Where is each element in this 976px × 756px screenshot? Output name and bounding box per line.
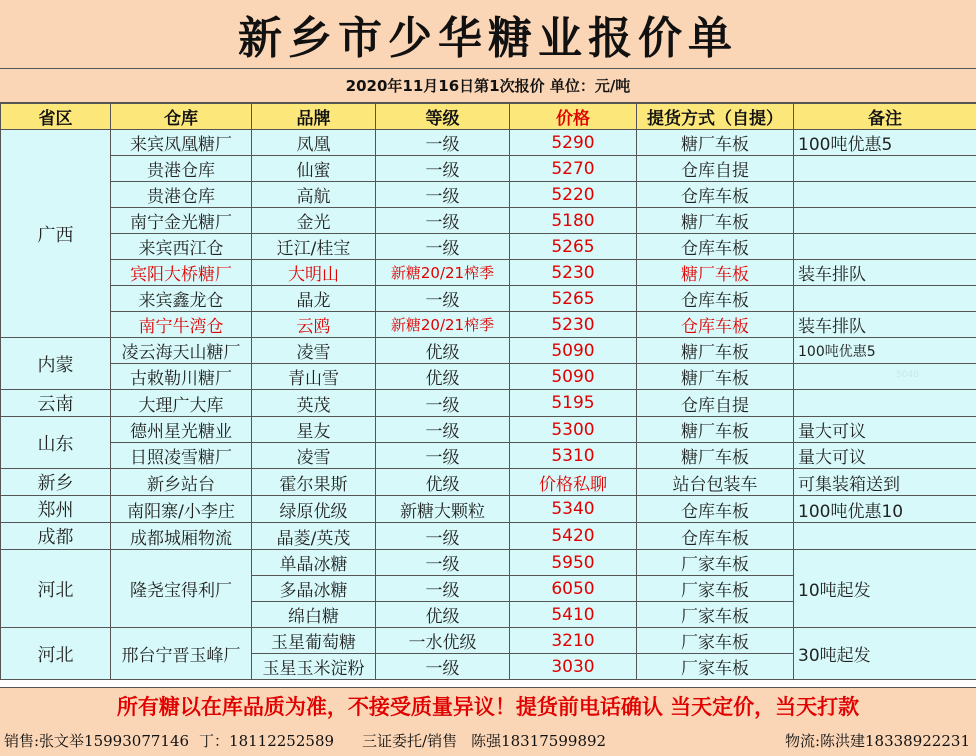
logistics-contact: 物流:陈洪建18338922231 <box>784 731 970 750</box>
grade-cell: 一级 <box>376 443 510 469</box>
table-row <box>1 182 976 208</box>
price-cell: 5230 <box>510 260 637 286</box>
warehouse-cell: 邢台宁晋玉峰厂 <box>111 628 252 680</box>
brand-cell: 英茂 <box>252 390 376 417</box>
terms-banner: 所有糖以在库品质为准，不接受质量异议！提货前电话确认 当天定价，当天打款 <box>0 687 976 725</box>
pickup-method-cell: 厂家车板 <box>637 628 794 654</box>
grade-cell: 一级 <box>376 130 510 156</box>
grade-cell: 一级 <box>376 550 510 576</box>
pickup-method-cell: 厂家车板 <box>637 654 794 680</box>
warehouse-cell: 大理广大库 <box>111 390 252 417</box>
price-cell: 5090 <box>510 364 637 390</box>
price-cell: 5340 <box>510 496 637 523</box>
brand-cell: 迁江/桂宝 <box>252 234 376 260</box>
note-cell: 10吨起发 <box>794 550 976 628</box>
warehouse-cell: 宾阳大桥糖厂 <box>111 260 252 286</box>
column-header-row <box>1 104 976 130</box>
note-cell <box>794 364 976 390</box>
pickup-method-cell: 厂家车板 <box>637 550 794 576</box>
pickup-method-cell: 仓库车板 <box>637 523 794 550</box>
grade-cell: 一级 <box>376 182 510 208</box>
table-row <box>1 523 976 550</box>
note-cell <box>794 390 976 417</box>
grade-cell: 优级 <box>376 364 510 390</box>
table-row <box>1 234 976 260</box>
sales-contact-3-phone: 陈强18317599892 <box>471 731 607 750</box>
brand-cell: 凌雪 <box>252 443 376 469</box>
grade-cell: 一级 <box>376 208 510 234</box>
warehouse-cell: 来宾凤凰糖厂 <box>111 130 252 156</box>
grade-cell: 一级 <box>376 417 510 443</box>
note-cell: 100吨优惠5 <box>794 130 976 156</box>
warehouse-cell: 来宾西江仓 <box>111 234 252 260</box>
price-cell: 5090 <box>510 338 637 364</box>
pickup-method-cell: 糖厂车板 <box>637 208 794 234</box>
grade-cell: 优级 <box>376 469 510 496</box>
pickup-method-cell: 站台包装车 <box>637 469 794 496</box>
warehouse-cell: 南宁金光糖厂 <box>111 208 252 234</box>
pickup-method-cell: 糖厂车板 <box>637 338 794 364</box>
warehouse-cell: 古敕勒川糖厂 <box>111 364 252 390</box>
note-cell <box>794 182 976 208</box>
brand-cell: 单晶冰糖 <box>252 550 376 576</box>
table-row <box>1 417 976 443</box>
table-row <box>1 286 976 312</box>
province-cell: 新乡 <box>1 469 111 496</box>
note-cell: 装车排队 <box>794 260 976 286</box>
pickup-method-cell: 糖厂车板 <box>637 260 794 286</box>
pickup-method-cell: 糖厂车板 <box>637 130 794 156</box>
province-cell: 河北 <box>1 550 111 628</box>
note-cell <box>794 156 976 182</box>
pickup-method-cell: 厂家车板 <box>637 576 794 602</box>
table-row <box>1 443 976 469</box>
note-cell: 量大可议 <box>794 443 976 469</box>
brand-cell: 仙蜜 <box>252 156 376 182</box>
grade-cell: 一级 <box>376 523 510 550</box>
province-cell: 云南 <box>1 390 111 417</box>
brand-cell: 金光 <box>252 208 376 234</box>
pickup-method-cell: 糖厂车板 <box>637 364 794 390</box>
province-cell: 广西 <box>1 130 111 338</box>
price-cell: 5950 <box>510 550 637 576</box>
contact-bar <box>0 724 976 756</box>
faint-watermark: 5040 <box>896 370 919 380</box>
price-cell: 5180 <box>510 208 637 234</box>
pickup-method-cell: 仓库自提 <box>637 390 794 417</box>
table-row <box>1 496 976 523</box>
table-row <box>1 208 976 234</box>
quote-date-subtitle: 2020年11月16日第1次报价 单位：元/吨 <box>0 69 976 103</box>
warehouse-cell: 凌云海天山糖厂 <box>111 338 252 364</box>
pickup-method-cell: 厂家车板 <box>637 602 794 628</box>
brand-cell: 晶龙 <box>252 286 376 312</box>
brand-cell: 高航 <box>252 182 376 208</box>
price-cell: 5300 <box>510 417 637 443</box>
grade-cell: 一级 <box>376 390 510 417</box>
pickup-method-cell: 仓库车板 <box>637 234 794 260</box>
price-cell: 5420 <box>510 523 637 550</box>
col-header-province: 省区 <box>1 104 111 130</box>
brand-cell: 星友 <box>252 417 376 443</box>
table-row <box>1 156 976 182</box>
brand-cell: 绿原优级 <box>252 496 376 523</box>
table-row <box>1 550 976 576</box>
pickup-method-cell: 糖厂车板 <box>637 443 794 469</box>
brand-cell: 多晶冰糖 <box>252 576 376 602</box>
warehouse-cell: 来宾鑫龙仓 <box>111 286 252 312</box>
brand-cell: 凌雪 <box>252 338 376 364</box>
price-cell: 5265 <box>510 234 637 260</box>
price-cell: 5270 <box>510 156 637 182</box>
warehouse-cell: 成都城厢物流 <box>111 523 252 550</box>
pickup-method-cell: 仓库自提 <box>637 156 794 182</box>
note-cell <box>794 208 976 234</box>
pickup-method-cell: 仓库车板 <box>637 312 794 338</box>
sales-contact-1: 销售:张文举15993077146 <box>4 731 190 750</box>
grade-cell: 新糖20/21榨季 <box>376 260 510 286</box>
warehouse-cell: 南宁牛湾仓 <box>111 312 252 338</box>
price-cell: 3030 <box>510 654 637 680</box>
province-cell: 内蒙 <box>1 338 111 390</box>
grade-cell: 新糖20/21榨季 <box>376 312 510 338</box>
price-cell: 5310 <box>510 443 637 469</box>
note-cell <box>794 234 976 260</box>
col-header-note: 备注 <box>794 104 976 130</box>
province-cell: 山东 <box>1 417 111 469</box>
grade-cell: 一级 <box>376 234 510 260</box>
table-row-highlighted <box>1 312 976 338</box>
pickup-method-cell: 仓库车板 <box>637 182 794 208</box>
brand-cell: 玉星玉米淀粉 <box>252 654 376 680</box>
price-cell: 5230 <box>510 312 637 338</box>
grade-cell: 一级 <box>376 286 510 312</box>
table-row <box>1 364 976 390</box>
grade-cell: 一级 <box>376 576 510 602</box>
brand-cell: 青山雪 <box>252 364 376 390</box>
grade-cell: 新糖大颗粒 <box>376 496 510 523</box>
brand-cell: 大明山 <box>252 260 376 286</box>
grade-cell: 一级 <box>376 654 510 680</box>
warehouse-cell: 贵港仓库 <box>111 182 252 208</box>
province-cell: 成都 <box>1 523 111 550</box>
brand-cell: 凤凰 <box>252 130 376 156</box>
table-row <box>1 628 976 654</box>
note-cell: 100吨优惠5 <box>794 338 976 364</box>
warehouse-cell: 南阳寨/小李庄 <box>111 496 252 523</box>
pickup-method-cell: 糖厂车板 <box>637 417 794 443</box>
price-cell: 6050 <box>510 576 637 602</box>
brand-cell: 云鸥 <box>252 312 376 338</box>
note-cell: 100吨优惠10 <box>794 496 976 523</box>
pickup-method-cell: 仓库车板 <box>637 286 794 312</box>
note-cell <box>794 523 976 550</box>
note-cell: 量大可议 <box>794 417 976 443</box>
warehouse-cell: 德州星光糖业 <box>111 417 252 443</box>
price-cell: 5290 <box>510 130 637 156</box>
table-row-highlighted <box>1 260 976 286</box>
col-header-pickup-method: 提货方式（自提） <box>637 104 794 130</box>
price-cell: 3210 <box>510 628 637 654</box>
warehouse-cell: 新乡站台 <box>111 469 252 496</box>
warehouse-cell: 贵港仓库 <box>111 156 252 182</box>
price-table <box>0 103 976 680</box>
brand-cell: 霍尔果斯 <box>252 469 376 496</box>
warehouse-cell: 隆尧宝得利厂 <box>111 550 252 628</box>
sales-contact-3-label: 三证委托/销售 <box>362 731 458 750</box>
price-cell: 5220 <box>510 182 637 208</box>
grade-cell: 一水优级 <box>376 628 510 654</box>
grade-cell: 优级 <box>376 602 510 628</box>
price-cell: 5195 <box>510 390 637 417</box>
page-title: 新乡市少华糖业报价单 <box>0 0 976 69</box>
province-cell: 郑州 <box>1 496 111 523</box>
price-cell: 5410 <box>510 602 637 628</box>
brand-cell: 绵白糖 <box>252 602 376 628</box>
grade-cell: 一级 <box>376 156 510 182</box>
table-row <box>1 469 976 496</box>
col-header-brand: 品牌 <box>252 104 376 130</box>
price-cell: 5265 <box>510 286 637 312</box>
note-cell: 可集装箱送到 <box>794 469 976 496</box>
warehouse-cell: 日照凌雪糖厂 <box>111 443 252 469</box>
table-row <box>1 130 976 156</box>
price-cell: 价格私聊 <box>510 469 637 496</box>
table-row <box>1 390 976 417</box>
brand-cell: 玉星葡萄糖 <box>252 628 376 654</box>
grade-cell: 优级 <box>376 338 510 364</box>
col-header-warehouse: 仓库 <box>111 104 252 130</box>
note-cell: 30吨起发 <box>794 628 976 680</box>
table-row <box>1 338 976 364</box>
col-header-price: 价格 <box>510 104 637 130</box>
brand-cell: 晶菱/英茂 <box>252 523 376 550</box>
pickup-method-cell: 仓库车板 <box>637 496 794 523</box>
sales-contact-2: 丁：18112252589 <box>199 731 335 750</box>
col-header-grade: 等级 <box>376 104 510 130</box>
province-cell: 河北 <box>1 628 111 680</box>
note-cell: 装车排队 <box>794 312 976 338</box>
note-cell <box>794 286 976 312</box>
